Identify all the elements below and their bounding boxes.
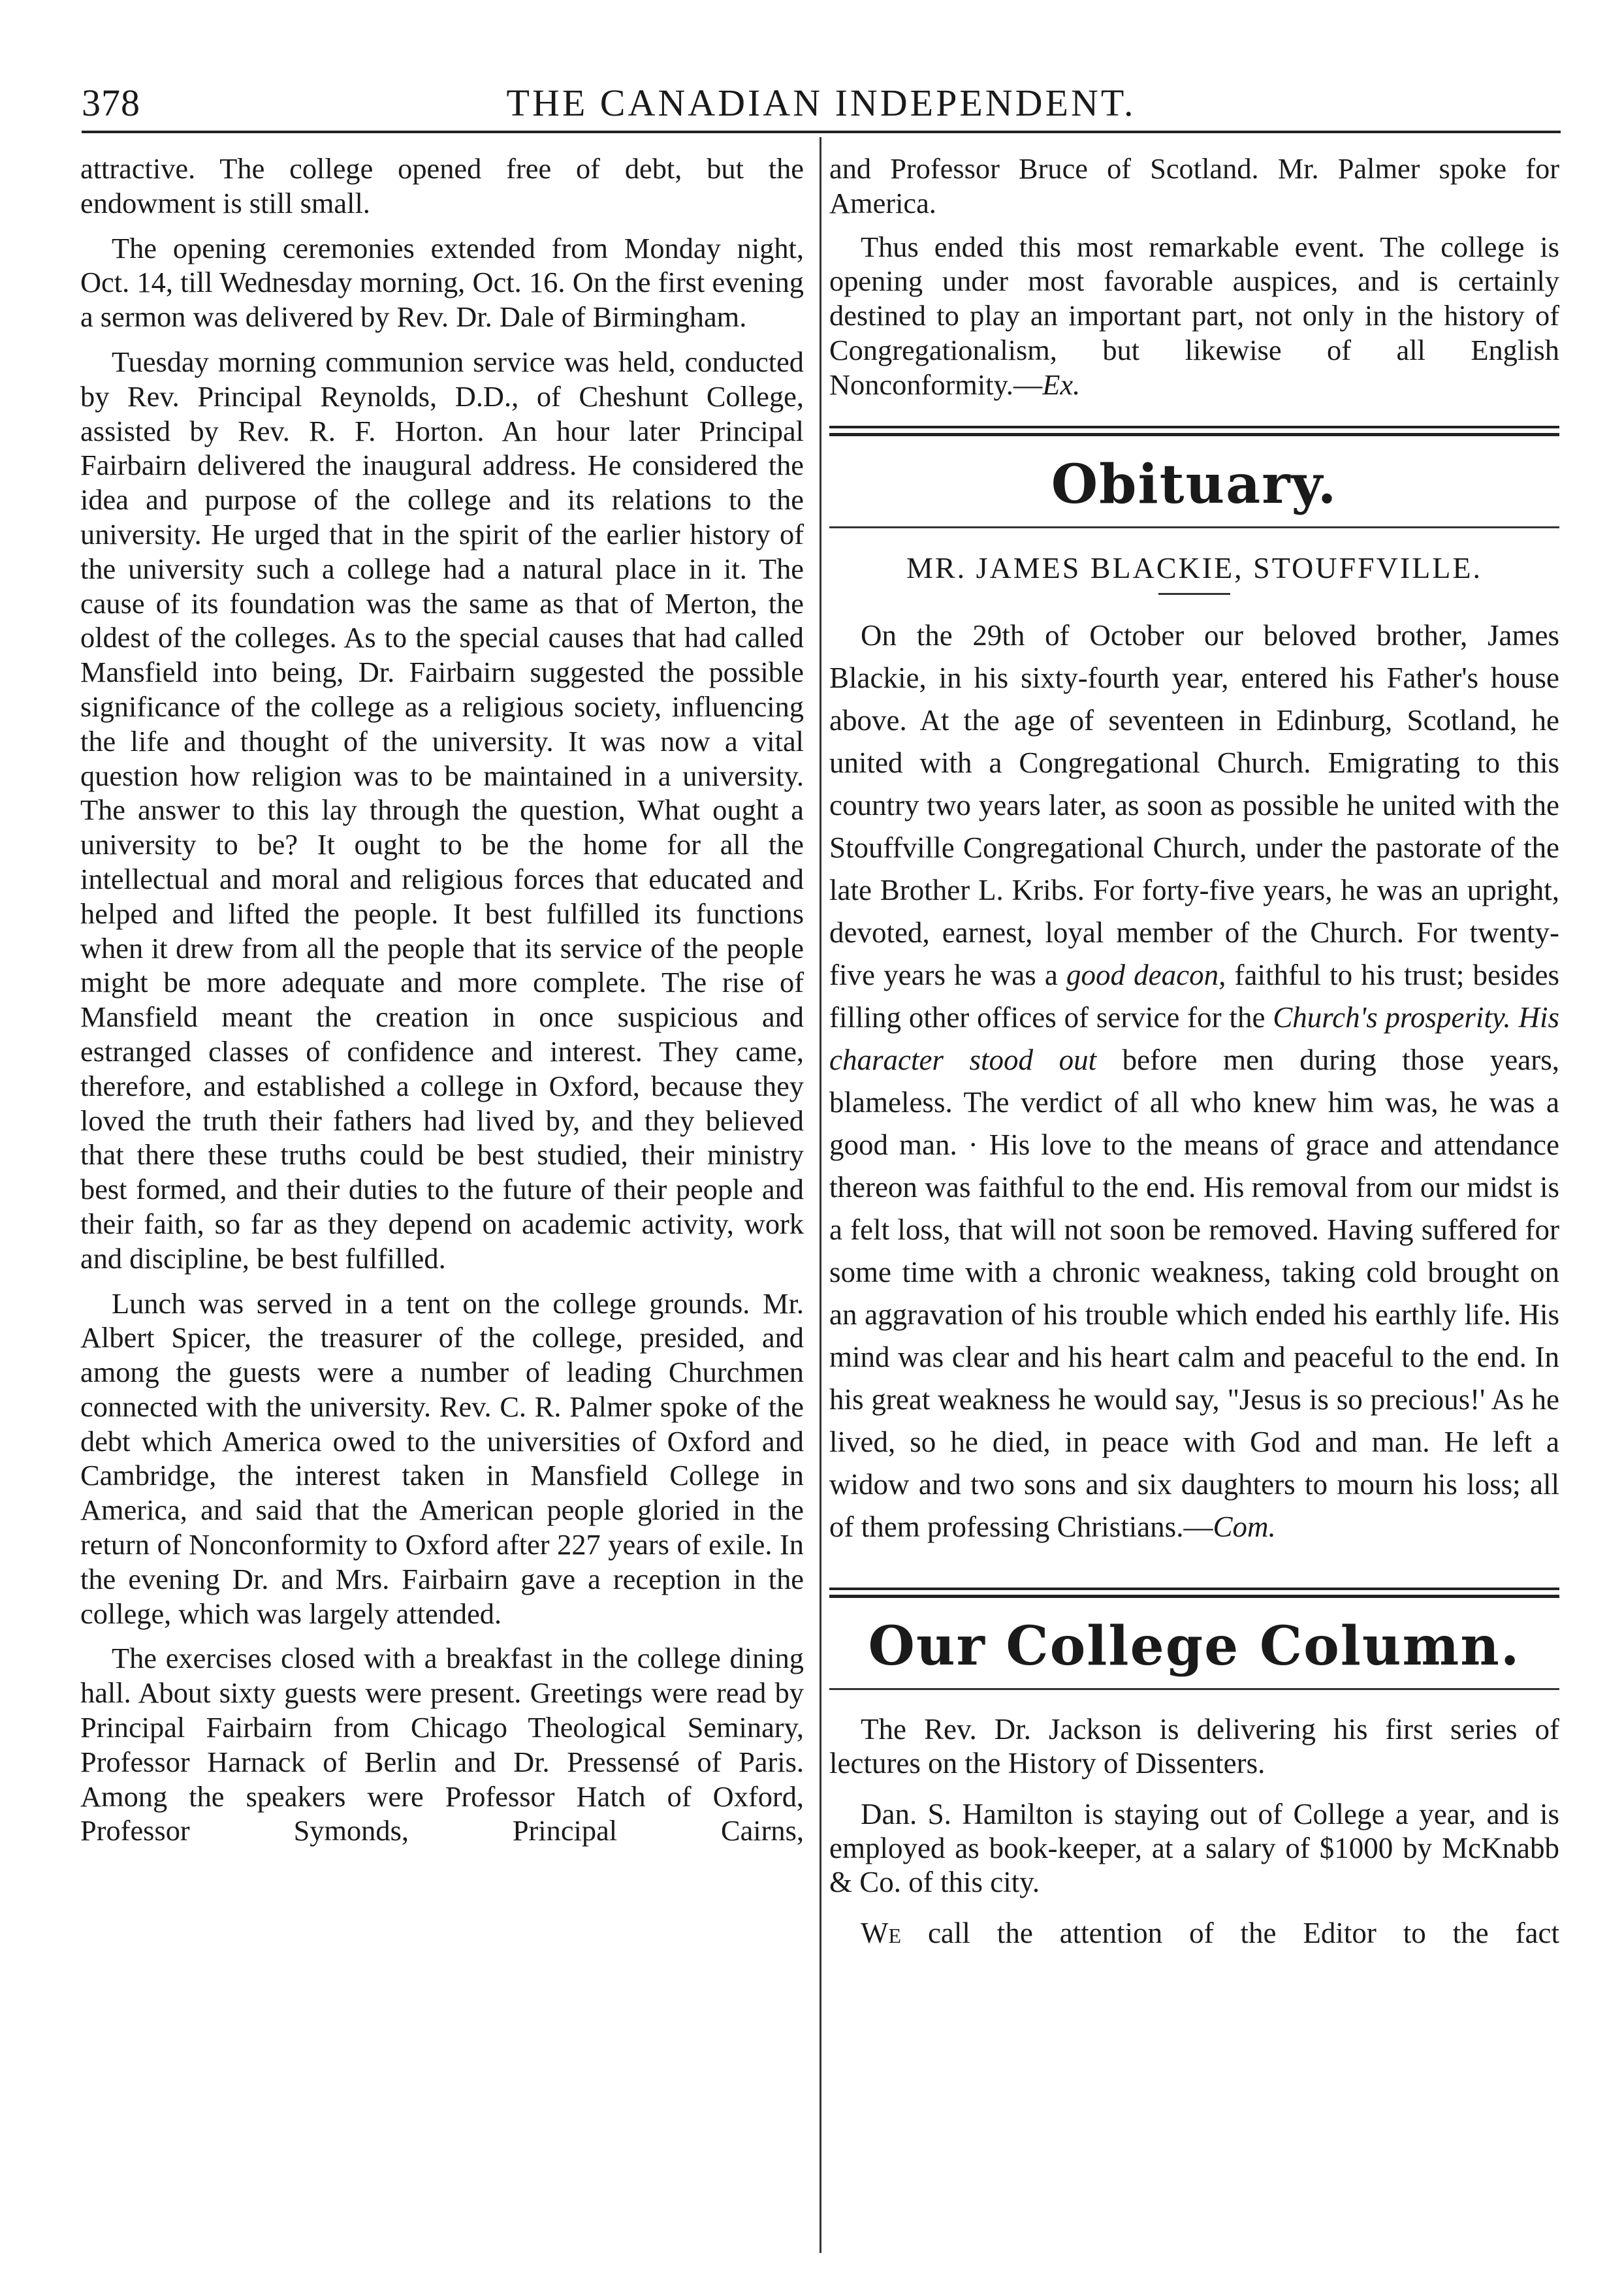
source-credit: Com. [1213, 1510, 1276, 1543]
paragraph: The Rev. Dr. Jackson is delivering his first series of lectures on the History of Dissenters. [829, 1712, 1559, 1780]
paragraph: Dan. S. Hamilton is staying out of College a year, and is employed as book-keeper, at a salary of $1000 by McKnabb & Co. of this city. [829, 1797, 1559, 1898]
college-column-body [829, 1712, 1559, 1950]
text: before men during those years, blameless. The verdict of all who knew him was, he was a good man. · His love to the means of grace and attendance thereon was faithful to the end. His removal from our midst is a felt loss, that will not soon be removed. Having suffered for some time with a chronic weakness, taking cold brought on an aggravation of his trouble which ended his earthly life. His mind was clear and his heart calm and peaceful to the end. In his great weakness he would say, "Jesus is so precious!' As he lived, so he died, in peace with God and man. He left a widow and two sons and six daughters to mourn his loss; all of them professing Christians.— [829, 1043, 1560, 1543]
running-title: THE CANADIAN INDEPENDENT. [506, 82, 1136, 124]
paragraph-text: Thus ended this most remarkable event. The college is opening under most favorable auspices, and is certainly destined to play an important part, not only in the history of Congregationalism, but likewise of all English Nonconformity.— [829, 230, 1559, 401]
paragraph: Lunch was served in a tent on the college grounds. Mr. Albert Spicer, the treasurer of the college, presided, and among the guests were a number of leading Churchmen connected with the university. Rev. C. R. Palmer spoke of the debt which America owed to the universities of Oxford and Cambridge, the interest taken in Mansfield College in America, and said that the American people gloried in the return of Nonconformity to Oxford after 227 years of exile. In the evening Dr. and Mrs. Fairbairn gave a reception in the college, which was largely attended. [80, 1286, 804, 1630]
paragraph: attractive. The college opened free of debt, but the endowment is still small. [80, 152, 804, 219]
paragraph: The exercises closed with a breakfast in the college dining hall. About sixty guests were present. Greetings were read by Principal Fairbairn from Chicago Theological Seminary, Professor Harnack of Berlin and Dr. Pressensé of Paris. Among the speakers were Professor Hatch of Oxford, Professor Symonds, Principal Cairns, [80, 1642, 804, 1847]
source-credit: Ex. [1042, 368, 1081, 401]
paragraph: and Professor Bruce of Scotland. Mr. Palmer spoke for America. [829, 152, 1559, 219]
paragraph: Tuesday morning communion service was held, conducted by Rev. Principal Reynolds, D.D., of Cheshunt College, assisted by Rev. R. F. Horton. An hour later Principal Fairbairn delivered the inaugural address. He considered the idea and purpose of the college and its relations to the university. He urged that in the spirit of the earlier history of the university such a college had a natural place in it. The cause of its foundation was the same as that of Merton, the oldest of the colleges. As to the special causes that had called Mansfield into being, Dr. Fairbairn suggested the possible significance of the college as a religious society, influencing the life and thought of the university. It was now a vital question how religion was to be maintained in a university. The answer to this lay through the question, What ought a university to be? It ought to be the home for all the intellectual and moral and religious forces that educated and helped and lifted the people. It best fulfilled its functions when it drew from all the people that its service of the people might be more adequate and more complete. The rise of Mansfield meant the creation in once suspicious and estranged classes of confidence and interest. They came, therefore, and established a college in Oxford, because they loved the truth their fathers had lived by, and they believed that there these truths could be best studied, their ministry best formed, and their duties to the future of their people and their faith, so far as they depend on academic activity, work and discipline, be best fulfilled. [80, 345, 804, 1275]
page-header [82, 77, 1561, 129]
obituary-title: MR. JAMES BLACKIE, STOUFFVILLE. [906, 551, 1482, 584]
heading-rule [829, 526, 1559, 528]
page-number: 378 [82, 82, 140, 124]
italic-text: good deacon, [1066, 958, 1226, 991]
obituary-heading: Obituary. [1051, 453, 1338, 516]
short-rule [1158, 593, 1230, 595]
paragraph: The opening ceremonies extended from Monday night, Oct. 14, till Wednesday morning, Oct. 16. On the first evening a sermon was delivered by Rev. Dr. Dale of Birmingham. [80, 231, 804, 334]
paragraph [829, 230, 1559, 402]
text: call the attention of the Editor to the fact [901, 1916, 1559, 1949]
paragraph [829, 615, 1559, 1548]
italic-text: Church's prosperity. His character stood out [829, 1000, 1559, 1076]
text: faithful to his trust; besides filling other offices of service for the [829, 958, 1560, 1034]
obituary-body [829, 615, 1559, 1548]
paragraph [829, 1916, 1559, 1950]
article-continuation [829, 152, 1559, 402]
header-rule [82, 131, 1561, 133]
heading-rule [829, 1688, 1559, 1690]
section-separator [829, 426, 1559, 440]
text: On the 29th of October our beloved brother, James Blackie, in his sixty-fourth year, entered his Father's house above. At the age of seventeen in Edinburg, Scotland, he united with a Congregational Church. Emigrating to this country two years later, as soon as possible he united with the Stouffville Congregational Church, under the pastorate of the late Brother L. Kribs. For forty-five years, he was an upright, devoted, earnest, loyal member of the Church. For twenty-five years he was a [829, 618, 1559, 991]
right-column [829, 152, 1559, 1967]
small-caps-text: We [861, 1916, 902, 1949]
section-separator [829, 1588, 1559, 1602]
left-column [80, 152, 804, 1859]
college-column-heading: Our College Column. [868, 1614, 1521, 1678]
column-divider [820, 137, 821, 2253]
